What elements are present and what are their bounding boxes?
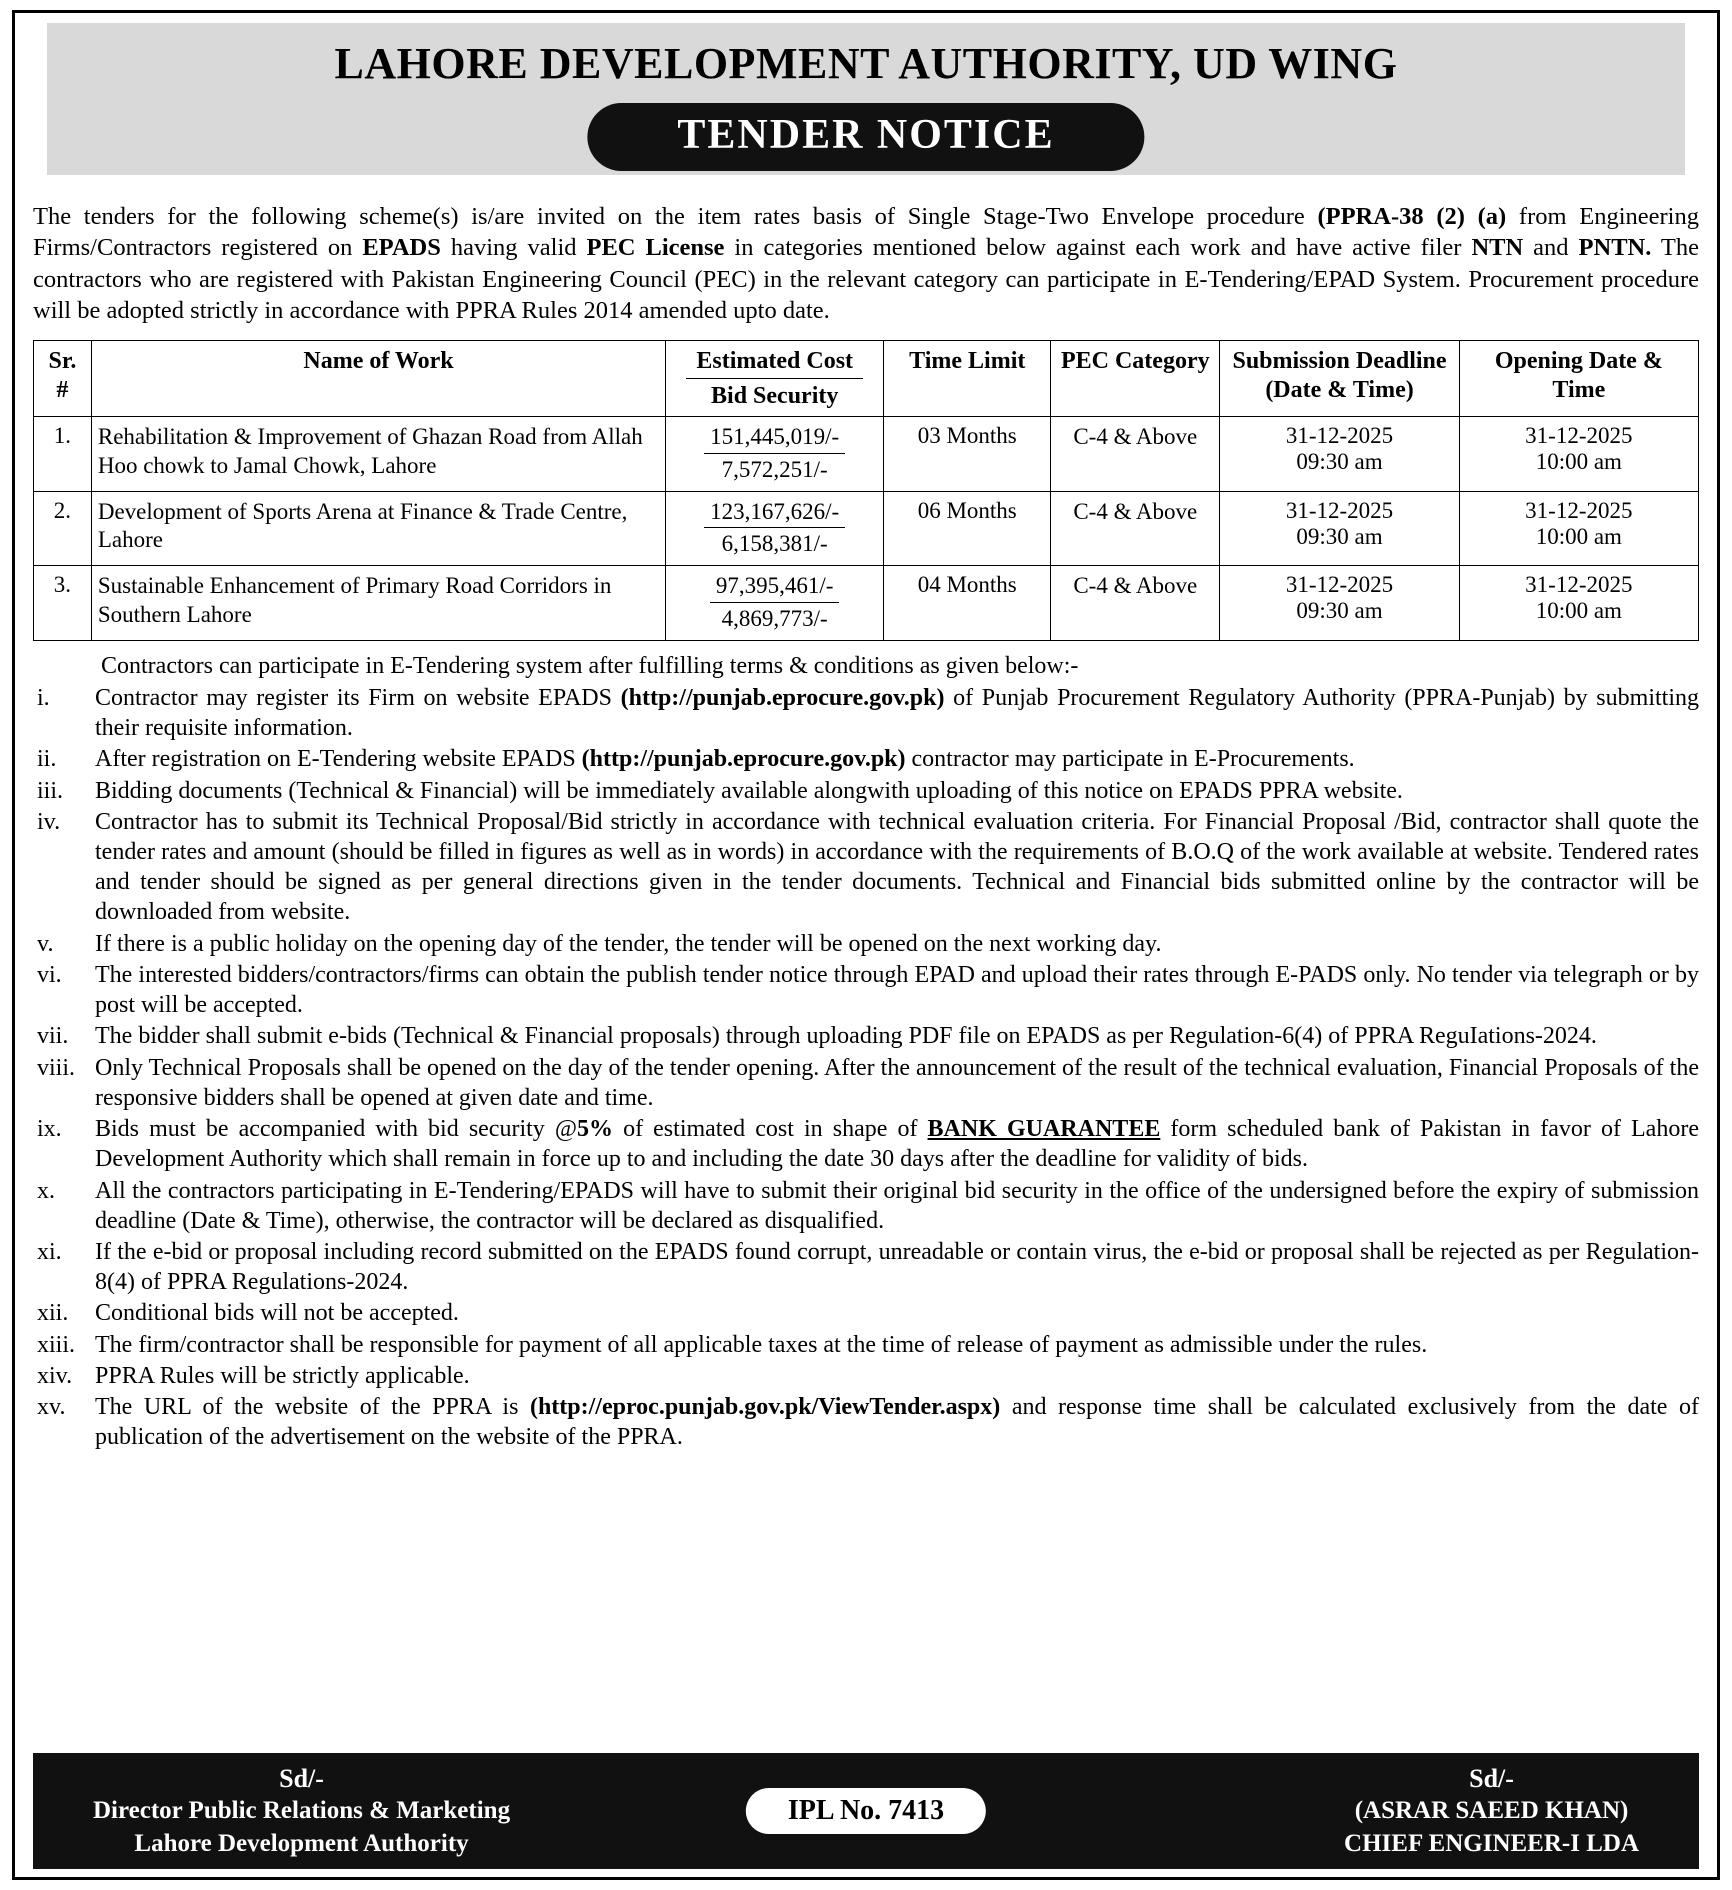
spacer: [25, 1454, 1707, 1741]
condition-number: viii.: [37, 1054, 76, 1081]
th-estimated-cost-label: Estimated Cost: [696, 348, 854, 375]
footer-right-line1: (ASRAR SAEED KHAN): [1354, 1797, 1629, 1825]
condition-item: [33, 683, 1699, 743]
intro-bold-4: NTN: [1471, 234, 1524, 262]
intro-text-6: The contractors who are registered with Pakistan Engineering Council (PEC) in the relevant category can participate in E-Tendering/EPAD System. Procurement procedure will be adopted strictly in accordance with PPRA Rules 2014 amended upto date.: [33, 234, 1700, 325]
document-footer: [33, 1753, 1699, 1869]
document-header: [47, 23, 1685, 175]
cell-cost: [666, 417, 884, 492]
condition-text-post: of Punjab Procurement Regulatory Authority (PPRA-Punjab) by submitting their requisite information.: [95, 684, 1699, 742]
condition-text: If there is a public holiday on the opening day of the tender, the tender will be opened on the next working day.: [95, 930, 1162, 957]
condition-number: vii.: [37, 1023, 69, 1050]
th-submission-deadline: Submission Deadline (Date & Time): [1220, 341, 1459, 417]
cell-cost: [666, 491, 884, 566]
th-estimated-cost: [666, 341, 884, 417]
cell-submission: [1220, 417, 1459, 492]
cell-opening: [1459, 417, 1698, 492]
cell-submission-date: 31-12-2025: [1285, 423, 1394, 449]
conditions-lead: Contractors can participate in E-Tendering system after fulfilling terms & conditions as given below:-: [101, 652, 1079, 679]
cell-opening: [1459, 566, 1698, 641]
table-header-row: [34, 341, 1699, 417]
th-name-of-work: Name of Work: [91, 341, 665, 417]
condition-text: Conditional bids will not be accepted.: [95, 1300, 459, 1327]
table-row: [34, 417, 1699, 492]
footer-left-sd: Sd/-: [279, 1763, 324, 1793]
condition-text-post: and response time shall be calculated exclusively from the date of publication of the advertisement on the website of the PPRA.: [95, 1394, 1699, 1451]
cell-bid-security: 4,869,773/-: [721, 605, 828, 631]
condition-link: (http://punjab.eprocure.gov.pk): [620, 684, 945, 711]
cell-estimated-cost: 97,395,461/-: [710, 572, 840, 603]
condition-item: [33, 1392, 1699, 1452]
condition-link: (http://punjab.eprocure.gov.pk): [581, 746, 906, 773]
condition-number: ix.: [37, 1116, 62, 1143]
footer-left-signature: [93, 1762, 510, 1861]
condition-item: [33, 1298, 1699, 1328]
condition-item: [33, 1114, 1699, 1174]
condition-text: All the contractors participating in E-Tendering/EPADS will have to submit their original bid security in the office of the undersigned before the expiry of submission deadline (Date & Time), otherwise, the contractor will be declared as disqualified.: [95, 1177, 1699, 1234]
intro-bold-3: PEC License: [586, 234, 725, 262]
cell-bid-security: 7,572,251/-: [721, 456, 828, 482]
cell-estimated-cost: 123,167,626/-: [704, 498, 845, 529]
th-opening-date-time: Opening Date & Time: [1459, 341, 1698, 417]
cell-submission: [1220, 566, 1459, 641]
cell-time-limit: 04 Months: [884, 566, 1051, 641]
condition-text: [95, 744, 1699, 774]
condition-number: ii.: [37, 746, 57, 773]
condition-item: [33, 776, 1699, 806]
conditions-section: [33, 651, 1699, 1454]
cell-sr: 2.: [34, 491, 92, 566]
cell-opening-date: 31-12-2025: [1525, 572, 1633, 598]
condition-item: [33, 1330, 1699, 1360]
condition-item: [33, 807, 1699, 928]
condition-text: The firm/contractor shall be responsible for payment of all applicable taxes at the time of release of payment as admissible under the rules.: [95, 1331, 1428, 1358]
cell-submission-time: 09:30 am: [1296, 598, 1383, 624]
cell-opening-time: 10:00 am: [1535, 598, 1622, 624]
condition-text-pre: Bids must be accompanied with bid security @: [95, 1116, 577, 1143]
th-time-limit: Time Limit: [884, 341, 1051, 417]
condition-item: [33, 1237, 1699, 1297]
th-pec-category: PEC Category: [1051, 341, 1220, 417]
cell-sr: 3.: [34, 566, 92, 641]
ipl-number-badge: IPL No. 7413: [746, 1788, 986, 1834]
cell-submission-time: 09:30 am: [1296, 523, 1383, 549]
condition-item: [33, 1021, 1699, 1051]
condition-number: i.: [37, 684, 50, 711]
condition-number: xiv.: [37, 1362, 73, 1389]
cell-pec-category: C-4 & Above: [1051, 417, 1220, 492]
cell-name-of-work: Development of Sports Arena at Finance & Trade Centre, Lahore: [91, 491, 665, 566]
condition-item: [33, 1053, 1699, 1113]
condition-number: xv.: [37, 1394, 66, 1421]
condition-text-post: of estimated cost in shape of: [612, 1116, 928, 1143]
cell-estimated-cost: 151,445,019/-: [704, 423, 845, 454]
tender-notice-badge: TENDER NOTICE: [587, 103, 1144, 171]
document-frame: [12, 10, 1720, 1880]
cell-time-limit: 06 Months: [884, 491, 1051, 566]
cell-opening-date: 31-12-2025: [1525, 423, 1633, 449]
cell-submission-date: 31-12-2025: [1285, 497, 1394, 523]
intro-bold-5: PNTN.: [1578, 234, 1652, 262]
table-row: [34, 491, 1699, 566]
condition-number: xii.: [37, 1300, 69, 1327]
cell-bid-security: 6,158,381/-: [721, 531, 828, 557]
condition-text: [95, 1392, 1699, 1452]
intro-bold-1: (PPRA-38 (2) (a): [1317, 203, 1507, 230]
cell-submission-date: 31-12-2025: [1285, 572, 1394, 598]
condition-text: If the e-bid or proposal including record submitted on the EPADS found corrupt, unreadable or contain virus, the e-bid or proposal shall be rejected as per Regulation-8(4) of PPRA Regulations-2024.: [95, 1239, 1699, 1296]
intro-paragraph: [33, 201, 1699, 326]
footer-right-signature: [1344, 1762, 1639, 1861]
page-title: LAHORE DEVELOPMENT AUTHORITY, UD WING: [334, 39, 1398, 88]
condition-text: Only Technical Proposals shall be opened on the day of the tender opening. After the announcement of the result of the technical evaluation, Financial Proposals of the responsive bidders shall be opened at given date and time.: [95, 1054, 1699, 1111]
condition-item: [33, 744, 1699, 774]
condition-link: (http://eproc.punjab.gov.pk/ViewTender.aspx): [529, 1394, 1001, 1421]
cell-opening-time: 10:00 am: [1535, 449, 1622, 475]
th-bid-security-label: Bid Security: [686, 378, 863, 410]
condition-text-post: contractor may participate in E-Procurements.: [905, 746, 1355, 773]
footer-right-sd: Sd/-: [1469, 1763, 1514, 1793]
intro-bold-2: EPADS: [362, 234, 441, 262]
condition-percentage: 5%: [576, 1116, 613, 1143]
intro-text-3: having valid: [440, 234, 587, 262]
condition-text-pre: After registration on E-Tendering website EPADS: [95, 746, 582, 773]
condition-text: [95, 1114, 1699, 1174]
cell-time-limit: 03 Months: [884, 417, 1051, 492]
condition-item: [33, 929, 1699, 959]
condition-text: The bidder shall submit e-bids (Technical & Financial proposals) through uploading PDF file on EPADS as per Regulation-6(4) of PPRA ReguIations-2024.: [95, 1023, 1597, 1050]
cell-cost: [666, 566, 884, 641]
condition-number: iv.: [37, 808, 61, 835]
cell-name-of-work: Rehabilitation & Improvement of Ghazan Road from Allah Hoo chowk to Jamal Chowk, Lahore: [91, 417, 665, 492]
cell-opening-date: 31-12-2025: [1525, 497, 1633, 523]
footer-left-line1: Director Public Relations & Marketing: [93, 1797, 511, 1825]
footer-right-line2: CHIEF ENGINEER-I LDA: [1344, 1829, 1639, 1857]
condition-text: The interested bidders/contractors/firms can obtain the publish tender notice through EPAD and upload their rates through E-PADS only. No tender via telegraph or by post will be accepted.: [95, 961, 1699, 1019]
condition-number: vi.: [37, 961, 62, 988]
intro-text-5: and: [1523, 234, 1579, 262]
cell-opening: [1459, 491, 1698, 566]
condition-number: xiii.: [37, 1331, 76, 1358]
intro-text-1: The tenders for the following scheme(s) is/are invited on the item rates basis of Single Stage-Two Envelope procedure: [33, 203, 1318, 230]
condition-number: x.: [37, 1177, 55, 1204]
tender-table: [33, 340, 1699, 640]
condition-bank-guarantee: BANK GUARANTEE: [927, 1116, 1161, 1143]
condition-item: [33, 1361, 1699, 1391]
condition-number: v.: [37, 930, 54, 957]
condition-text: Contractor has to submit its Technical Proposal/Bid strictly in accordance with technical evaluation criteria. For Financial Proposal /Bid, contractor shall quote the tender rates and amount (should be filled in figures as well as in words) in accordance with the requirements of B.O.Q of the work available at website. Tendered rates and tender should be signed as per general directions given in the tender documents. Technical and Financial bids submitted online by the contractor will be downloaded from website.: [95, 808, 1699, 926]
condition-text: Bidding documents (Technical & Financial) will be immediately available alongwith uploading of this notice on EPADS PPRA website.: [95, 777, 1403, 804]
cell-pec-category: C-4 & Above: [1051, 566, 1220, 641]
condition-text-post2: form scheduled bank of Pakistan in favor of Lahore Development Authority which shall remain in force up to and including the date 30 days after the deadline for validity of bids.: [95, 1116, 1699, 1173]
condition-item: [33, 960, 1699, 1020]
condition-text-pre: Contractor may register its Firm on website EPADS: [95, 684, 621, 711]
table-row: [34, 566, 1699, 641]
cell-name-of-work: Sustainable Enhancement of Primary Road Corridors in Southern Lahore: [91, 566, 665, 641]
condition-text-pre: The URL of the website of the PPRA is: [95, 1394, 530, 1421]
cell-pec-category: C-4 & Above: [1051, 491, 1220, 566]
cell-submission: [1220, 491, 1459, 566]
condition-number: iii.: [37, 777, 64, 804]
condition-item: [33, 1176, 1699, 1236]
condition-text: [95, 683, 1699, 743]
intro-text-2: from Engineering Firms/Contractors registered on: [33, 203, 1699, 262]
intro-text-4: in categories mentioned below against each work and have active filer: [724, 234, 1472, 262]
condition-number: xi.: [37, 1239, 62, 1266]
cell-sr: 1.: [34, 417, 92, 492]
footer-left-line2: Lahore Development Authority: [134, 1829, 469, 1857]
condition-text: PPRA Rules will be strictly applicable.: [95, 1362, 470, 1389]
th-sr: Sr. #: [34, 341, 92, 417]
cell-submission-time: 09:30 am: [1296, 449, 1383, 475]
cell-opening-time: 10:00 am: [1535, 523, 1622, 549]
